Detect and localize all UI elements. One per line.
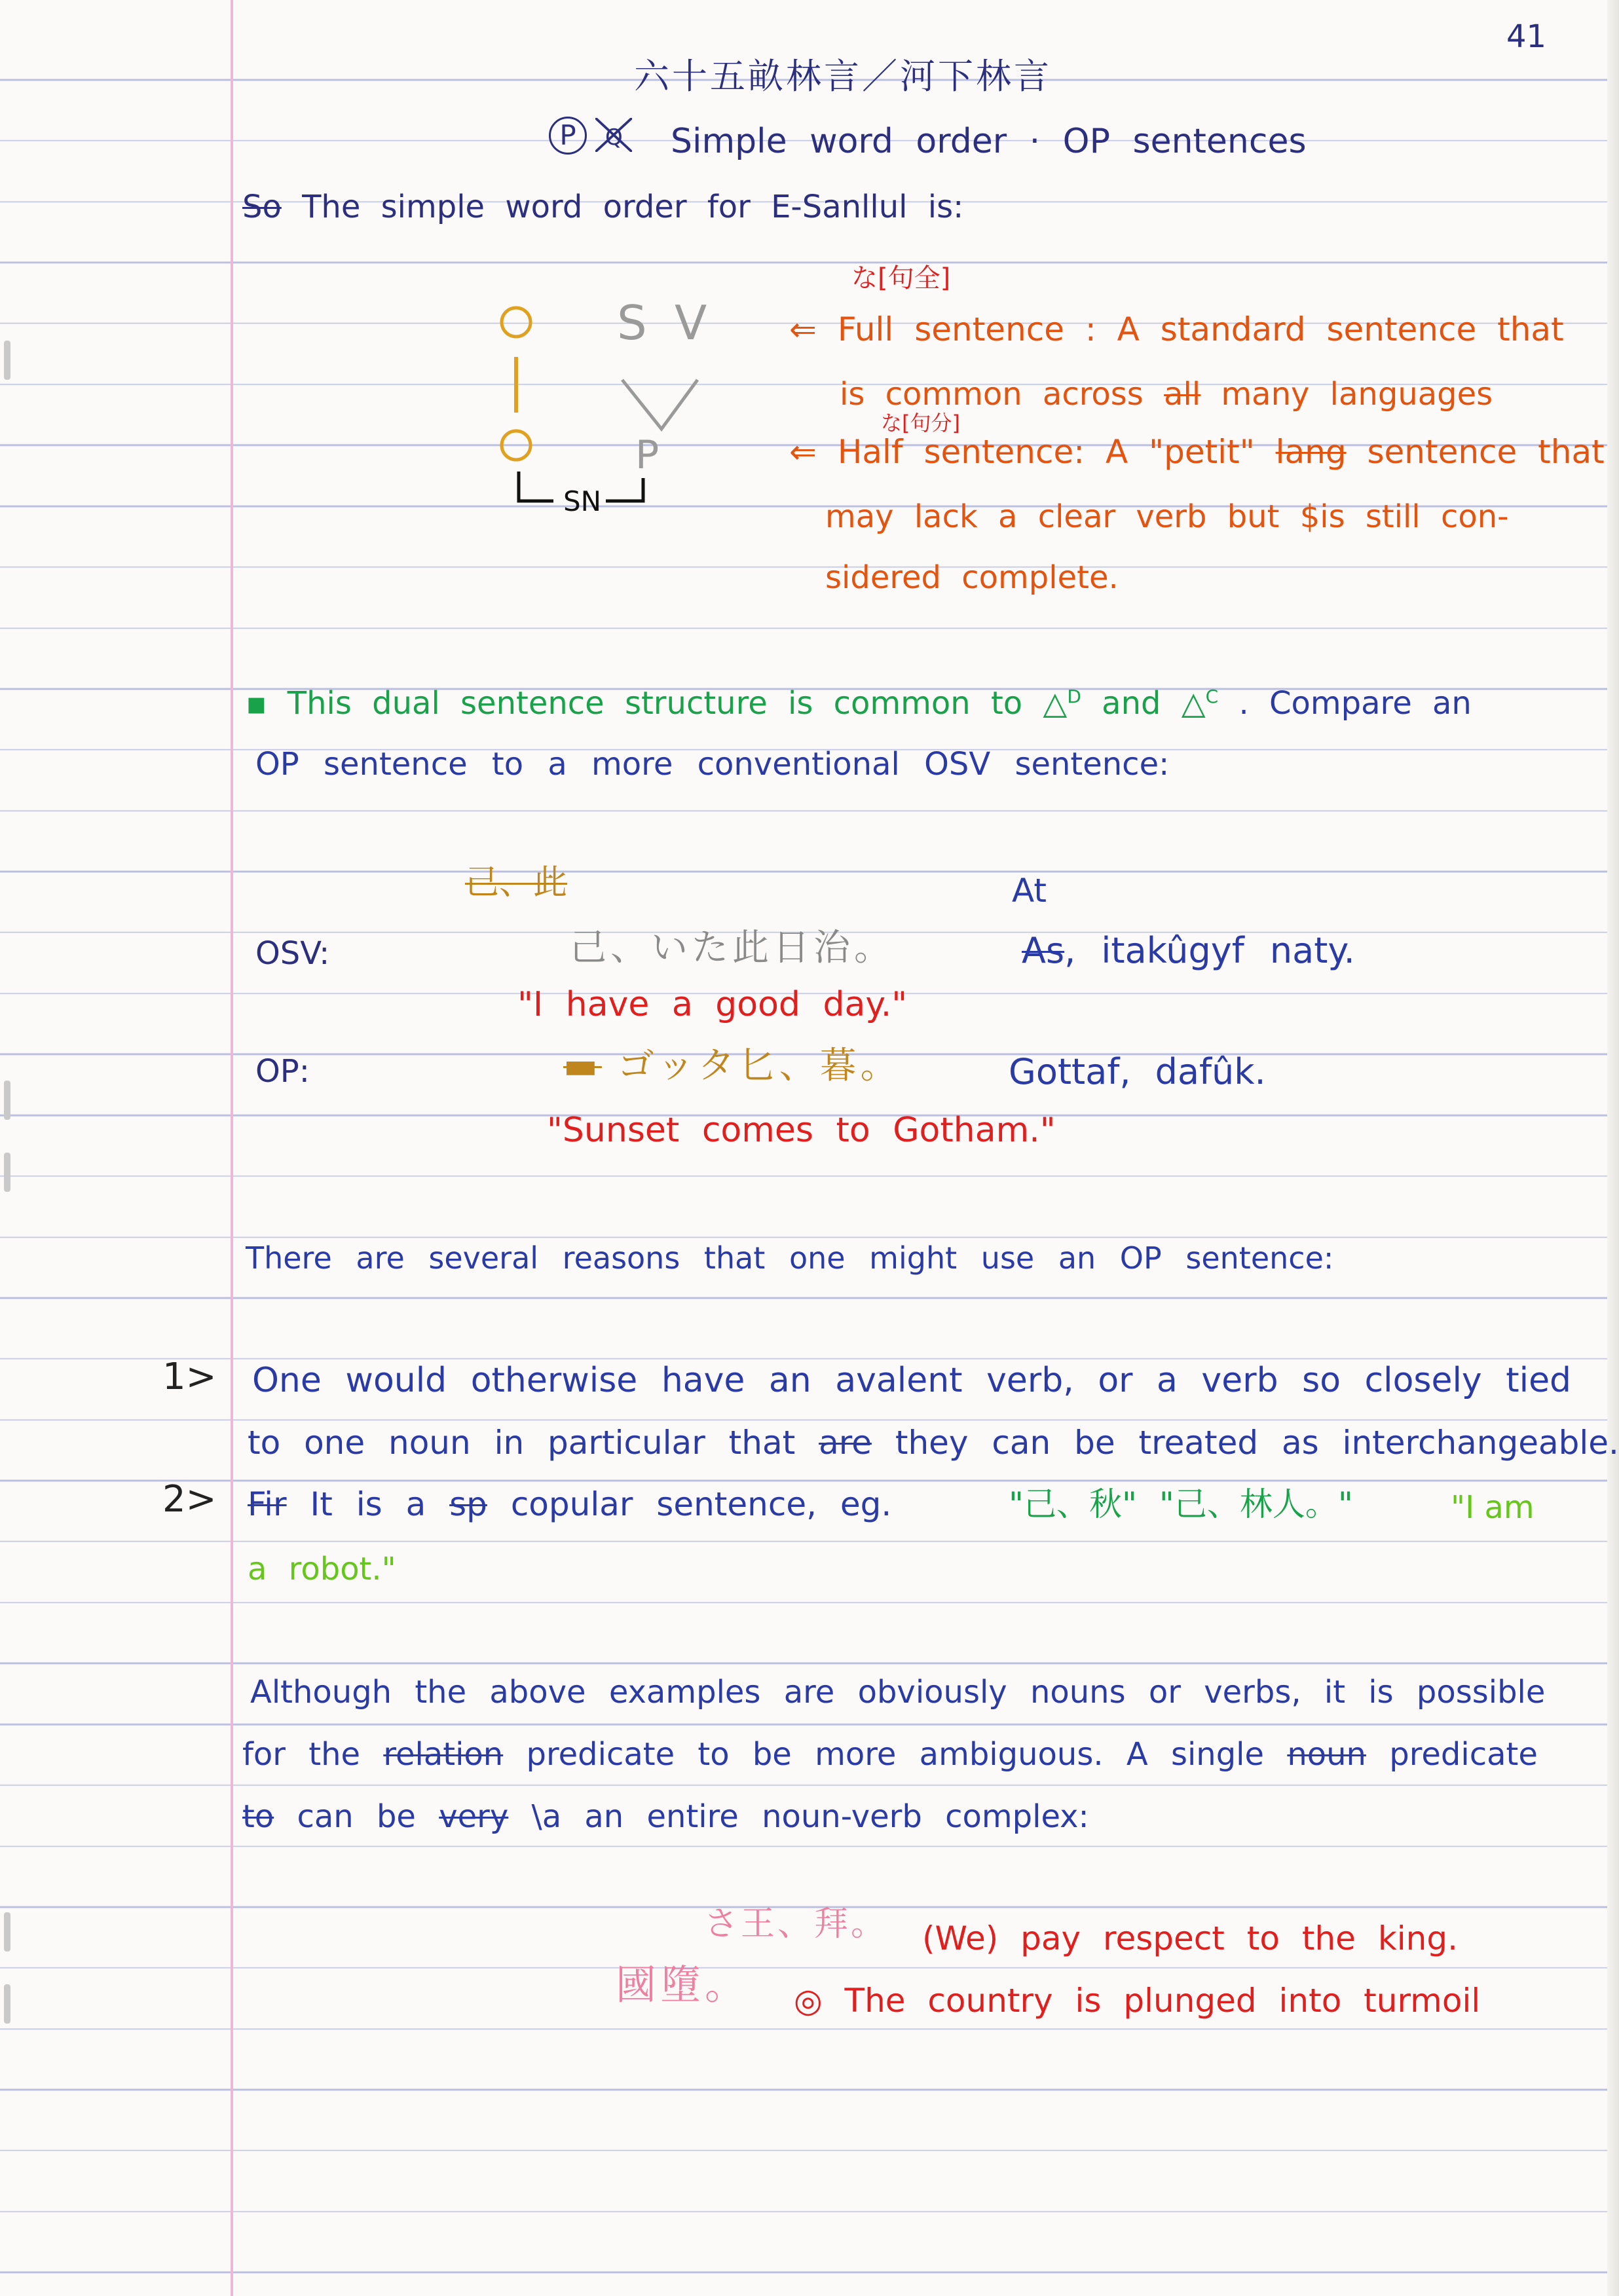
half-def-line-2: may lack a clear verb but $is still con- — [825, 498, 1509, 535]
osv-at: At — [1012, 872, 1047, 910]
page-edge — [1607, 0, 1619, 2296]
page-number: 41 — [1506, 18, 1547, 55]
reason-1-text-a: to one noun in particular that — [248, 1424, 796, 1462]
op-struck-mark: ▬ — [563, 1045, 602, 1087]
bullet-icon: ◎ — [794, 1982, 823, 2020]
dual-text: ▪ This dual sentence structure is common to — [246, 685, 1023, 722]
delta-c-sup: C — [1205, 686, 1219, 707]
op-cjk-text: ゴッタ匕、暮。 — [617, 1045, 901, 1087]
half-gloss: な[句分] — [881, 411, 960, 435]
predicate-letter: P — [635, 432, 660, 478]
badge-p: P — [549, 117, 587, 155]
dual-line-1 — [246, 685, 1472, 722]
reason-2-line-1 — [248, 1485, 892, 1523]
intro-text: The simple word order for E-Sanllul is: — [302, 189, 964, 225]
half-lead: Half sentence: — [837, 433, 1085, 471]
osv-roman — [1022, 930, 1355, 971]
binder-holes — [0, 0, 26, 2296]
title-badges — [549, 117, 632, 155]
reason-2-cjk-examples — [1009, 1485, 1353, 1523]
sn-bracket-left — [519, 472, 553, 501]
reason-2-cjk-2: "己、林人。" — [1159, 1485, 1353, 1523]
although-text-3a: can be — [297, 1798, 416, 1835]
final-ex-1-en: (We) pay respect to the king. — [922, 1919, 1459, 1957]
object-node-bottom — [502, 431, 530, 460]
delta-c-icon: △$^C$ — [1181, 685, 1219, 722]
struck-word: noun — [1287, 1736, 1366, 1773]
half-def-line-3: sidered complete. — [825, 559, 1119, 596]
page-title: Simple word order · OP sentences — [671, 122, 1307, 161]
op-cjk — [563, 1045, 901, 1087]
full-arrow-icon: ⇐ — [789, 310, 817, 348]
dual-line-2: OP sentence to a more conventional OSV sentence: — [255, 746, 1170, 783]
full-def-line-2 — [840, 376, 1493, 413]
reason-1-line-2 — [248, 1424, 1619, 1462]
struck-word: relation — [383, 1736, 504, 1773]
struck-word: are — [819, 1424, 872, 1462]
struck-word: sp — [449, 1485, 487, 1523]
although-text-2a: for the — [242, 1736, 361, 1773]
struck-word: As — [1022, 930, 1065, 971]
sn-label: SN — [563, 485, 602, 517]
dual-and: and — [1102, 685, 1161, 722]
binder-hole — [4, 1984, 10, 2024]
struck-word: very — [439, 1798, 509, 1835]
reason-2-en-2: a robot." — [248, 1551, 396, 1587]
op-roman: Gottaf, dafûk. — [1009, 1051, 1266, 1092]
struck-word: So — [242, 189, 282, 225]
reason-2-en-1: "I am — [1451, 1489, 1535, 1526]
badge-q: Q — [595, 118, 632, 152]
full-gloss: な[句全] — [851, 263, 951, 293]
binder-hole — [4, 1081, 10, 1120]
full-def-line-1 — [789, 310, 1564, 348]
full-def-text: A standard sentence that — [1117, 310, 1564, 348]
binder-hole — [4, 1153, 10, 1192]
half-def-line-1 — [789, 433, 1605, 471]
final-ex-2-cjk: 國墮。 — [616, 1961, 750, 2009]
sv-merge-lines — [622, 380, 698, 429]
although-text-3b: \a an entire noun-verb complex: — [531, 1798, 1089, 1835]
full-def-text-2b: many languages — [1221, 376, 1493, 413]
final-ex-2-text: The country is plunged into turmoil — [844, 1982, 1481, 2020]
word-order-diagram — [472, 288, 734, 524]
delta-d-sup: D — [1067, 686, 1081, 707]
full-def-text-2a: is common across — [840, 376, 1144, 413]
full-lead: Full sentence : — [837, 310, 1096, 348]
final-ex-1-cjk: さ王、拜。 — [704, 1904, 888, 1944]
osv-roman-text: , itakûgyf naty. — [1064, 930, 1355, 971]
intro-line — [242, 191, 963, 223]
osv-gloss: "I have a good day." — [517, 985, 908, 1024]
although-text-2b: predicate to be more ambiguous. A single — [526, 1736, 1265, 1773]
although-line-1: Although the above examples are obviously nouns or verbs, it is possible — [250, 1674, 1546, 1711]
reason-2-text-a: It is a — [310, 1485, 426, 1523]
reason-1-text-b: they can be treated as interchangeable. — [895, 1424, 1619, 1462]
half-def-text-1b: sentence that — [1367, 433, 1605, 471]
osv-cjk: 己、いた此日治。 — [570, 927, 895, 969]
reasons-intro: There are several reasons that one might use an OP sentence: — [246, 1240, 1334, 1276]
subject-letter: S — [617, 295, 647, 350]
op-gloss: "Sunset comes to Gotham." — [547, 1111, 1056, 1150]
margin-line — [231, 0, 233, 2296]
verb-letter: V — [675, 295, 707, 350]
cjk-title: 六十五畝林言／河下林言 — [634, 56, 1052, 97]
reason-2-text-b: copular sentence, eg. — [510, 1485, 892, 1523]
object-node-top — [502, 308, 530, 337]
op-label: OP: — [255, 1053, 310, 1090]
reason-2-number: 2> — [162, 1478, 217, 1521]
osv-struck-cjk: 己、此 — [465, 863, 568, 902]
sn-bracket-right — [606, 478, 643, 501]
dual-green-text: This dual sentence structure is common to — [287, 685, 1023, 722]
reason-1-number: 1> — [162, 1356, 217, 1398]
final-ex-2-en — [794, 1982, 1481, 2020]
dual-compare: . Compare an — [1238, 685, 1472, 722]
although-line-2 — [242, 1736, 1538, 1773]
struck-word: Fir — [248, 1485, 287, 1523]
binder-hole — [4, 341, 10, 380]
struck-word: lang — [1275, 433, 1347, 471]
half-arrow-icon: ⇐ — [789, 433, 817, 471]
reason-2-cjk-1: "己、秋" — [1009, 1485, 1137, 1523]
delta-d-icon: △$^D$ — [1043, 685, 1081, 722]
reason-1-line-1: One would otherwise have an avalent verb, or a verb so closely tied — [252, 1361, 1572, 1400]
struck-word: all — [1164, 376, 1201, 413]
struck-word: to — [242, 1798, 274, 1835]
although-line-3 — [242, 1798, 1089, 1835]
although-text-2c: predicate — [1389, 1736, 1538, 1773]
osv-label: OSV: — [255, 935, 330, 972]
half-def-text-1a: A "petit" — [1106, 433, 1255, 471]
binder-hole — [4, 1912, 10, 1952]
